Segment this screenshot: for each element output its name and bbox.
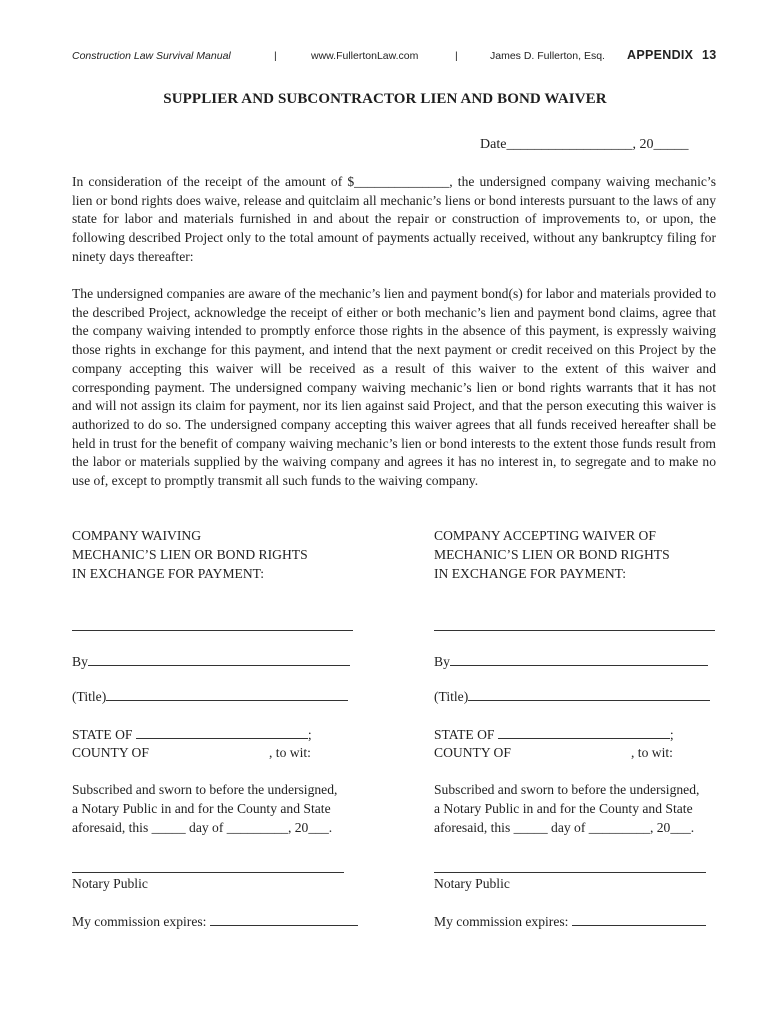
by-label: By (434, 654, 450, 669)
commission-label: My commission expires: (434, 914, 569, 929)
appendix-number: 13 (702, 48, 717, 62)
to-wit: , to wit: (269, 745, 311, 760)
date-blank[interactable]: __________________ (506, 137, 633, 152)
heading-line: MECHANIC’S LIEN OR BOND RIGHTS (72, 547, 308, 562)
by-line (72, 653, 350, 670)
by-label: By (72, 654, 88, 669)
heading-line: MECHANIC’S LIEN OR BOND RIGHTS (434, 547, 670, 562)
state-end: ; (307, 727, 312, 742)
company-name-line[interactable] (72, 630, 353, 631)
appendix-label: APPENDIX (627, 48, 694, 62)
heading-line: IN EXCHANGE FOR PAYMENT: (72, 566, 265, 581)
title-line (434, 688, 710, 705)
notary-label: Notary Public (72, 876, 148, 891)
sworn-line: aforesaid, this _____ day of _________, 20___. (434, 820, 695, 835)
commission-line (434, 913, 706, 930)
header-separator: | (455, 50, 458, 62)
title-label: (Title) (72, 689, 107, 704)
date-label: Date (480, 137, 507, 152)
author-name: James D. Fullerton, Esq. (490, 50, 605, 62)
page-title: SUPPLIER AND SUBCONTRACTOR LIEN AND BOND WAIVER (163, 91, 607, 107)
book-title: Construction Law Survival Manual (72, 50, 231, 62)
website-text: www.FullertonLaw.com (311, 50, 419, 62)
notary-label: Notary Public (434, 876, 510, 891)
sworn-line: a Notary Public in and for the County and State (434, 801, 693, 816)
title-field[interactable] (106, 688, 348, 701)
state-end: ; (669, 727, 674, 742)
title-field[interactable] (468, 688, 710, 701)
sworn-line: a Notary Public in and for the County and State (72, 801, 331, 816)
date-year-blank[interactable]: _____ (653, 137, 689, 152)
page-header (72, 48, 716, 64)
date-line (480, 137, 688, 153)
notary-signature-line[interactable] (434, 872, 706, 873)
sworn-line: Subscribed and sworn to before the undersigned, (72, 782, 338, 797)
by-signature-field[interactable] (88, 653, 350, 666)
by-line (434, 653, 708, 670)
state-field[interactable] (498, 726, 670, 739)
commission-field[interactable] (210, 913, 358, 926)
heading-line: COMPANY ACCEPTING WAIVER OF (434, 528, 656, 543)
notary-signature-line[interactable] (72, 872, 344, 873)
state-line (434, 726, 674, 743)
header-separator: | (274, 50, 277, 62)
acknowledgement-paragraph: The undersigned companies are aware of the mechanic’s lien and payment bond(s) for labor and materials provided to the described Project, acknowledge the receipt of either or both mechanic’s lien and payment bond claims, agree that the company waiving intended to promptly enforce those rights in the absence of this payment, is expressly waiving those rights in exchange for this payment, and intend that the next payment or credit received on this Project by the company accepting this waiver will be received as a result of this waiver to the extent of this waiver and corresponding payment. The undersigned company waiving mechanic’s lien or bond rights warrants that it has not and will not assign its claim for payment, nor its lien against said Project, and that the person executing this waiver is authorized to do so. The undersigned company accepting this waiver agrees that all funds received hereafter shall be held in trust for the benefit of company waiving mechanic’s lien or bond interests to the extent those funds result from the labor or materials supplied by the waiving company and agrees it has no interest in, to segregate and to make no use of, except to promptly transmit all such funds to the waiving company. (72, 286, 716, 489)
heading-line: COMPANY WAIVING (72, 528, 202, 543)
company-name-line[interactable] (434, 630, 715, 631)
commission-label: My commission expires: (72, 914, 207, 929)
by-signature-field[interactable] (450, 653, 708, 666)
accepting-company-heading (434, 526, 670, 583)
state-label: STATE OF (72, 727, 133, 742)
heading-line: IN EXCHANGE FOR PAYMENT: (434, 566, 627, 581)
sworn-line: aforesaid, this _____ day of _________, 20___. (72, 820, 333, 835)
sworn-line: Subscribed and sworn to before the undersigned, (434, 782, 700, 797)
commission-field[interactable] (572, 913, 706, 926)
commission-line (72, 913, 358, 930)
county-label: COUNTY OF (72, 745, 149, 760)
to-wit: , to wit: (631, 745, 673, 760)
consideration-paragraph: In consideration of the receipt of the amount of $______________, the undersigned company waiving mechanic’s lien or bond rights does waive, release and quitclaim all mechanic’s liens or bond interests pursuant to the laws of any state for labor and materials furnished in and about the repair or construction of improvements to, or upon, the following described Project only to the total amount of payments actually received, without any bankruptcy filing for ninety days thereafter: (72, 174, 716, 264)
county-line (434, 745, 511, 761)
title-line (72, 688, 348, 705)
county-line (72, 745, 149, 761)
state-line (72, 726, 312, 743)
county-label: COUNTY OF (434, 745, 511, 760)
date-year-prefix: , 20 (632, 137, 654, 152)
title-label: (Title) (434, 689, 469, 704)
state-label: STATE OF (434, 727, 495, 742)
state-field[interactable] (136, 726, 308, 739)
waiving-company-heading (72, 526, 308, 583)
